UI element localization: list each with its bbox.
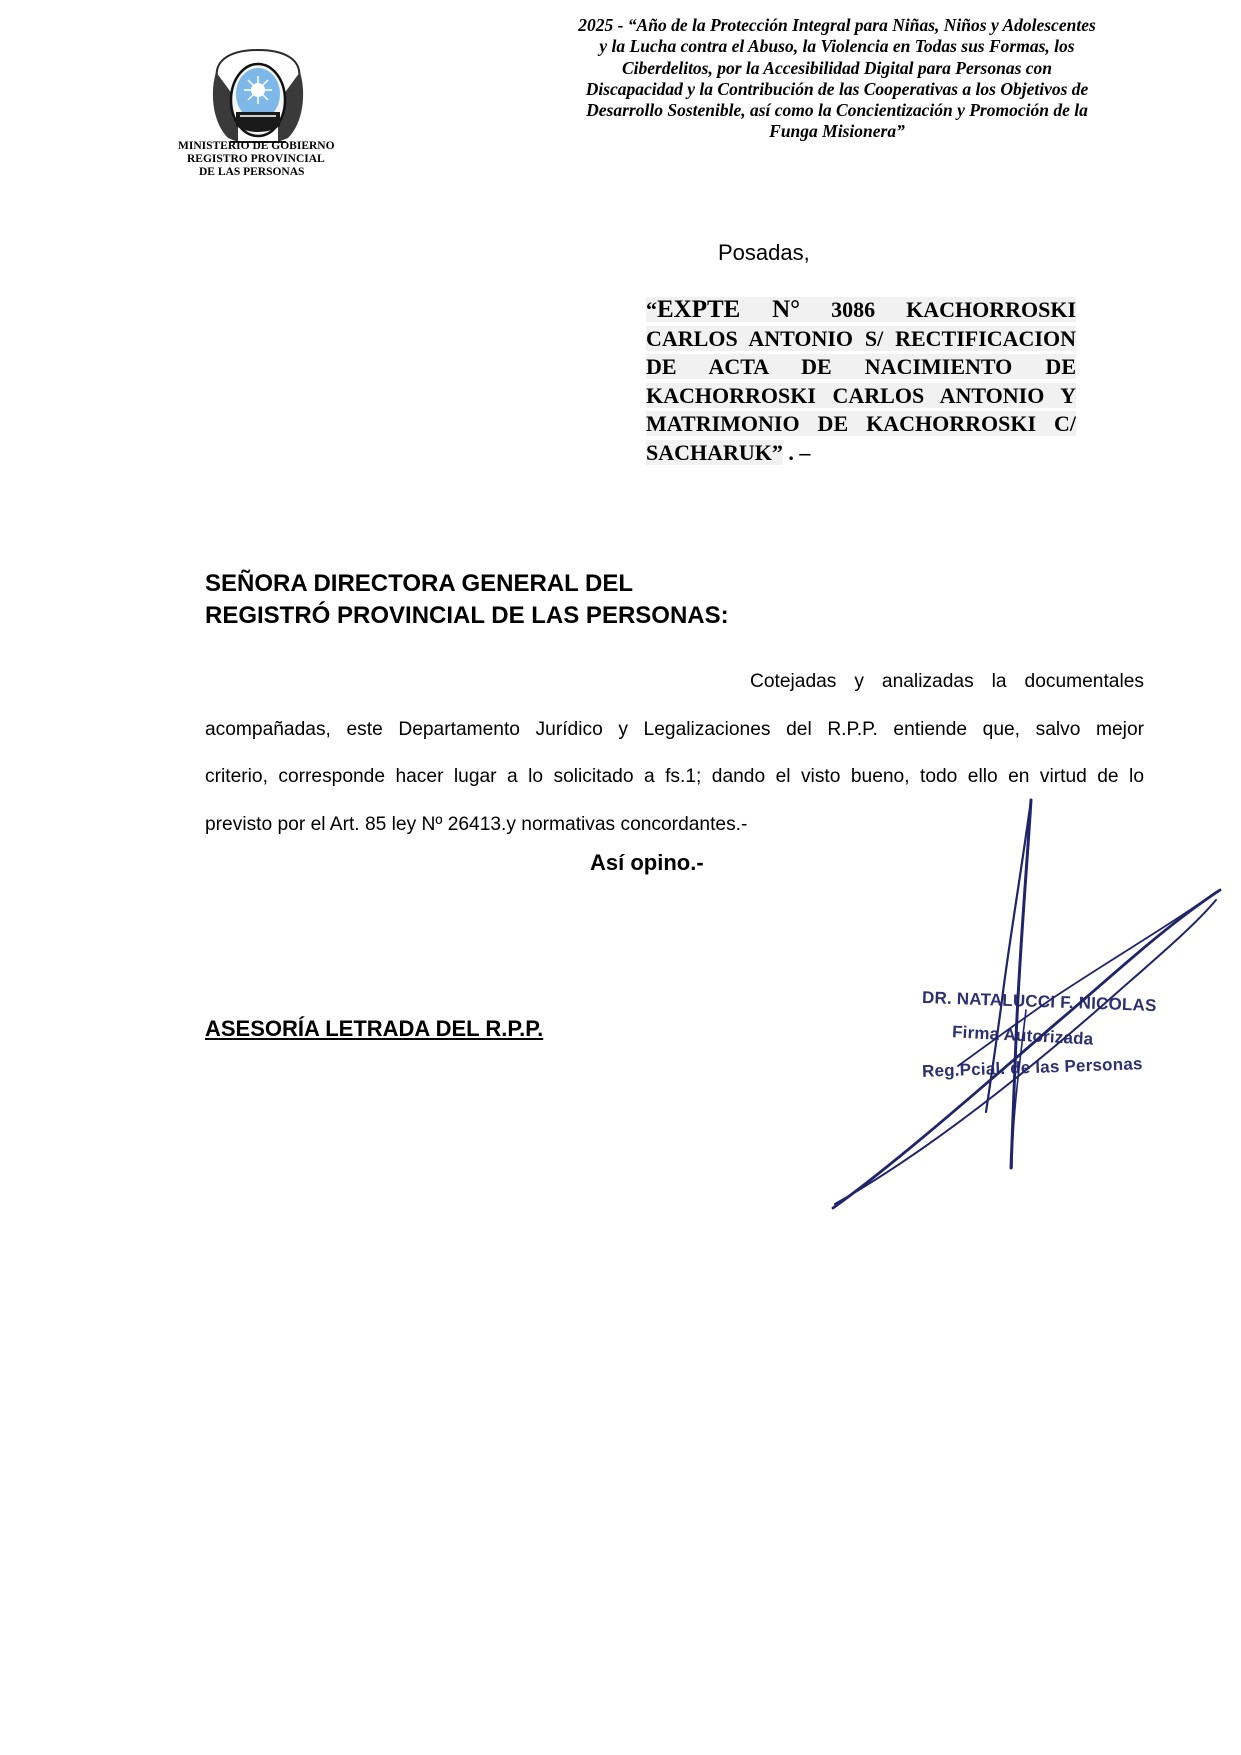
case-reference-line bbox=[646, 353, 1076, 382]
place-label: Posadas, bbox=[718, 240, 810, 265]
stamp-registry: Reg.Pcial. de las Personas bbox=[921, 1054, 1143, 1081]
opinion-body bbox=[205, 658, 1144, 848]
ministry-line: DE LAS PERSONAS bbox=[199, 166, 305, 178]
case-text: SACHARUK bbox=[646, 439, 772, 465]
provincial-crest-logo bbox=[208, 42, 308, 150]
case-reference-line bbox=[646, 296, 1076, 325]
year-motto bbox=[553, 15, 1121, 143]
open-quote: “ bbox=[646, 297, 657, 322]
body-line: acompañadas, este Departamento Jurídico y Legalizaciones del R.P.P. entiende que, salvo mejor bbox=[205, 718, 1144, 740]
case-text: KACHORROSKI CARLOS ANTONIO Y bbox=[646, 382, 1076, 408]
case-text: MATRIMONIO DE KACHORROSKI C/ bbox=[646, 411, 1076, 437]
body-line: Cotejadas y analizadas la documentales bbox=[750, 671, 1144, 692]
motto-line: Desarrollo Sostenible, así como la Concientización y Promoción de la bbox=[586, 100, 1088, 121]
case-reference bbox=[646, 296, 1076, 468]
body-line: previsto por el Art. 85 ley Nº 26413.y normativas concordantes.- bbox=[205, 813, 748, 835]
motto-line: Funga Misionera” bbox=[769, 121, 905, 142]
case-reference-line bbox=[646, 410, 1076, 439]
office-signature-title: ASESORÍA LETRADA DEL R.P.P. bbox=[205, 1016, 544, 1041]
case-text: CARLOS ANTONIO S/ RECTIFICACION bbox=[646, 325, 1076, 351]
ministry-line: MINISTERIO DE GOBIERNO bbox=[178, 140, 335, 152]
stamp-name: DR. NATALUCCI F. NICOLAS bbox=[921, 987, 1157, 1016]
motto-line: Discapacidad y la Contribución de las Cooperativas a los Objetivos de bbox=[585, 78, 1089, 99]
addressee-line: SEÑORA DIRECTORA GENERAL DEL bbox=[205, 570, 634, 597]
case-reference-line bbox=[646, 439, 1076, 468]
expte-label: EXPTE N° bbox=[657, 296, 801, 323]
motto-line: Ciberdelitos, por la Accesibilidad Digital para Personas con bbox=[621, 57, 1053, 78]
case-tail: . – bbox=[782, 439, 811, 465]
ministry-header bbox=[178, 140, 368, 179]
opinion-closing: Así opino.- bbox=[590, 850, 704, 875]
motto-line: y la Lucha contra el Abuso, la Violencia en Todas sus Formas, los bbox=[599, 36, 1075, 57]
body-line: criterio, corresponde hacer lugar a lo solicitado a fs.1; dando el visto bueno, todo ello en virtud de lo bbox=[205, 766, 1144, 787]
addressee bbox=[205, 568, 729, 632]
motto-line: 2025 - “Año de la Protección Integral para Niñas, Niños y Adolescentes bbox=[578, 15, 1096, 35]
stamp-role: Firma Autorizada bbox=[951, 1022, 1094, 1049]
addressee-line: REGISTRÓ PROVINCIAL DE LAS PERSONAS: bbox=[205, 602, 729, 629]
case-text: DE ACTA DE NACIMIENTO DE bbox=[646, 354, 1076, 380]
case-reference-line bbox=[646, 325, 1076, 354]
ministry-line: REGISTRO PROVINCIAL bbox=[187, 153, 325, 165]
case-reference-line bbox=[646, 382, 1076, 411]
close-quote: ” bbox=[771, 439, 783, 465]
case-text: 3086 KACHORROSKI bbox=[831, 297, 1077, 322]
